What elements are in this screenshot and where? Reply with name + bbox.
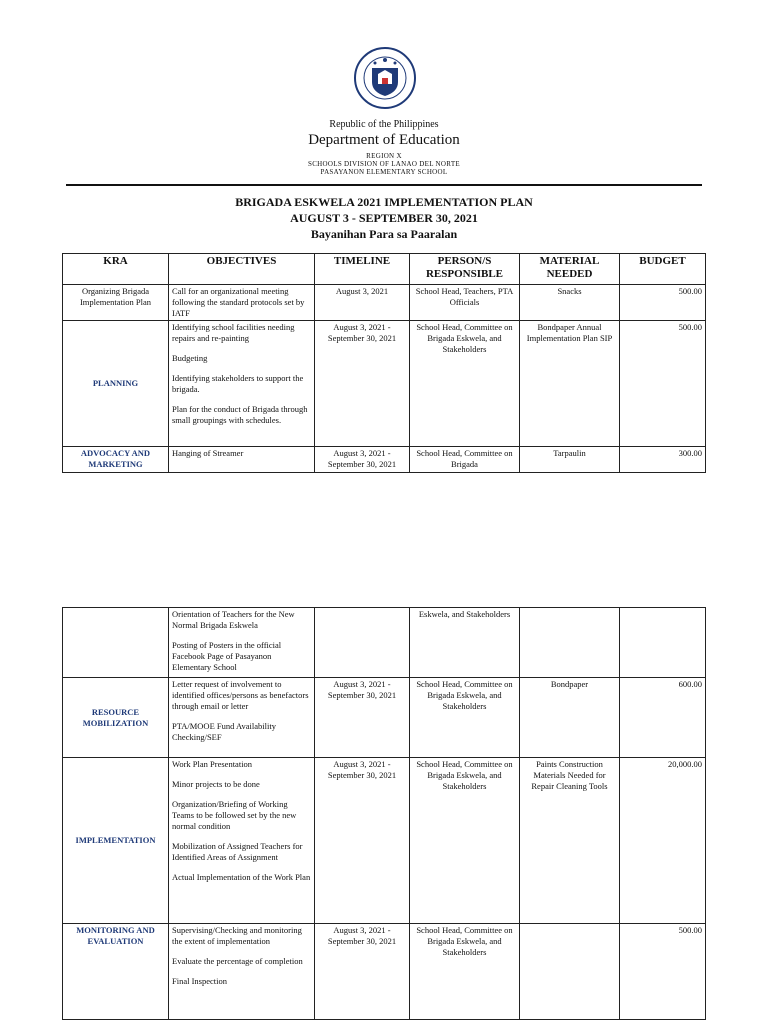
header-divider <box>66 184 702 186</box>
material-cell: Bondpaper Annual Implementation Plan SIP <box>520 321 620 447</box>
budget-cell: 500.00 <box>620 285 706 321</box>
division-line: SCHOOLS DIVISION OF LANAO DEL NORTE <box>308 160 460 168</box>
material-cell: Tarpaulin <box>520 447 620 473</box>
table-header-row <box>63 254 706 285</box>
persons-cell: School Head, Committee on Brigada Eskwela, and Stakeholders <box>410 924 520 1020</box>
deped-seal-logo <box>354 40 416 116</box>
col-header-kra: KRA <box>63 254 169 285</box>
budget-cell: 600.00 <box>620 678 706 758</box>
persons-cell: School Head, Committee on Brigada <box>410 447 520 473</box>
budget-cell: 500.00 <box>620 924 706 1020</box>
kra-cell: IMPLEMENTATION <box>63 758 169 924</box>
timeline-cell <box>315 608 410 678</box>
timeline-cell: August 3, 2021 - September 30, 2021 <box>315 758 410 924</box>
objectives-cell: Identifying school facilities needing repairs and re-painting Budgeting Identifying stakeholders to support the brigada. Plan for the conduct of Brigada through small groupings with schedules. <box>169 321 315 447</box>
kra-cell: Organizing Brigada Implementation Plan <box>63 285 169 321</box>
table-row <box>63 678 706 758</box>
col-header-material: MATERIAL NEEDED <box>520 254 620 285</box>
objectives-cell: Orientation of Teachers for the New Normal Brigada Eskwela Posting of Posters in the official Facebook Page of Pasayanon Elementary School <box>169 608 315 678</box>
objectives-cell: Hanging of Streamer <box>169 447 315 473</box>
plan-dates: AUGUST 3 - SEPTEMBER 30, 2021 <box>290 211 478 225</box>
kra-cell <box>63 608 169 678</box>
republic-line: Republic of the Philippines <box>329 119 439 130</box>
timeline-cell: August 3, 2021 - September 30, 2021 <box>315 447 410 473</box>
kra-cell: RESOURCE MOBILIZATION <box>63 678 169 758</box>
objectives-cell: Letter request of involvement to identified offices/persons as benefactors through email or letter PTA/MOOE Fund Availability Checking/SEF <box>169 678 315 758</box>
implementation-table-page2 <box>62 607 706 1020</box>
persons-cell: School Head, Committee on Brigada Eskwela, and Stakeholders <box>410 321 520 447</box>
table-row <box>63 285 706 321</box>
budget-cell: 20,000.00 <box>620 758 706 924</box>
persons-cell: Eskwela, and Stakeholders <box>410 608 520 678</box>
table-row <box>63 608 706 678</box>
col-header-timeline: TIMELINE <box>315 254 410 285</box>
timeline-cell: August 3, 2021 - September 30, 2021 <box>315 924 410 1020</box>
col-header-budget: BUDGET <box>620 254 706 285</box>
plan-theme: Bayanihan Para sa Paaralan <box>310 227 458 241</box>
department-name: Department of Education <box>308 132 460 148</box>
table-row <box>63 924 706 1020</box>
material-cell <box>520 608 620 678</box>
budget-cell: 300.00 <box>620 447 706 473</box>
material-cell: Bondpaper <box>520 678 620 758</box>
col-header-persons: PERSON/S RESPONSIBLE <box>410 254 520 285</box>
kra-cell: MONITORING AND EVALUATION <box>63 924 169 1020</box>
col-header-objectives: OBJECTIVES <box>169 254 315 285</box>
implementation-table-page1 <box>62 253 706 473</box>
budget-cell <box>620 608 706 678</box>
table-row <box>63 758 706 924</box>
objectives-cell: Work Plan Presentation Minor projects to be done Organization/Briefing of Working Teams to be followed set by the new normal condition Mobilization of Assigned Teachers for Identified Areas of Assignment Actual Implementation of the Work Plan <box>169 758 315 924</box>
persons-cell: School Head, Committee on Brigada Eskwela, and Stakeholders <box>410 678 520 758</box>
timeline-cell: August 3, 2021 - September 30, 2021 <box>315 321 410 447</box>
material-cell: Paints Construction Materials Needed for Repair Cleaning Tools <box>520 758 620 924</box>
table-row <box>63 321 706 447</box>
objectives-cell: Supervising/Checking and monitoring the extent of implementation Evaluate the percentage of completion Final Inspection <box>169 924 315 1020</box>
timeline-cell: August 3, 2021 <box>315 285 410 321</box>
plan-title: BRIGADA ESKWELA 2021 IMPLEMENTATION PLAN <box>235 195 533 209</box>
table-row <box>63 447 706 473</box>
kra-cell: ADVOCACY AND MARKETING <box>63 447 169 473</box>
objectives-cell: Call for an organizational meeting following the standard protocols set by IATF <box>169 285 315 321</box>
persons-cell: School Head, Committee on Brigada Eskwela, and Stakeholders <box>410 758 520 924</box>
material-cell <box>520 924 620 1020</box>
school-line: PASAYANON ELEMENTARY SCHOOL <box>320 168 448 176</box>
material-cell: Snacks <box>520 285 620 321</box>
timeline-cell: August 3, 2021 - September 30, 2021 <box>315 678 410 758</box>
region-line: REGION X <box>366 152 402 160</box>
budget-cell: 500.00 <box>620 321 706 447</box>
kra-cell: PLANNING <box>63 321 169 447</box>
persons-cell: School Head, Teachers, PTA Officials <box>410 285 520 321</box>
